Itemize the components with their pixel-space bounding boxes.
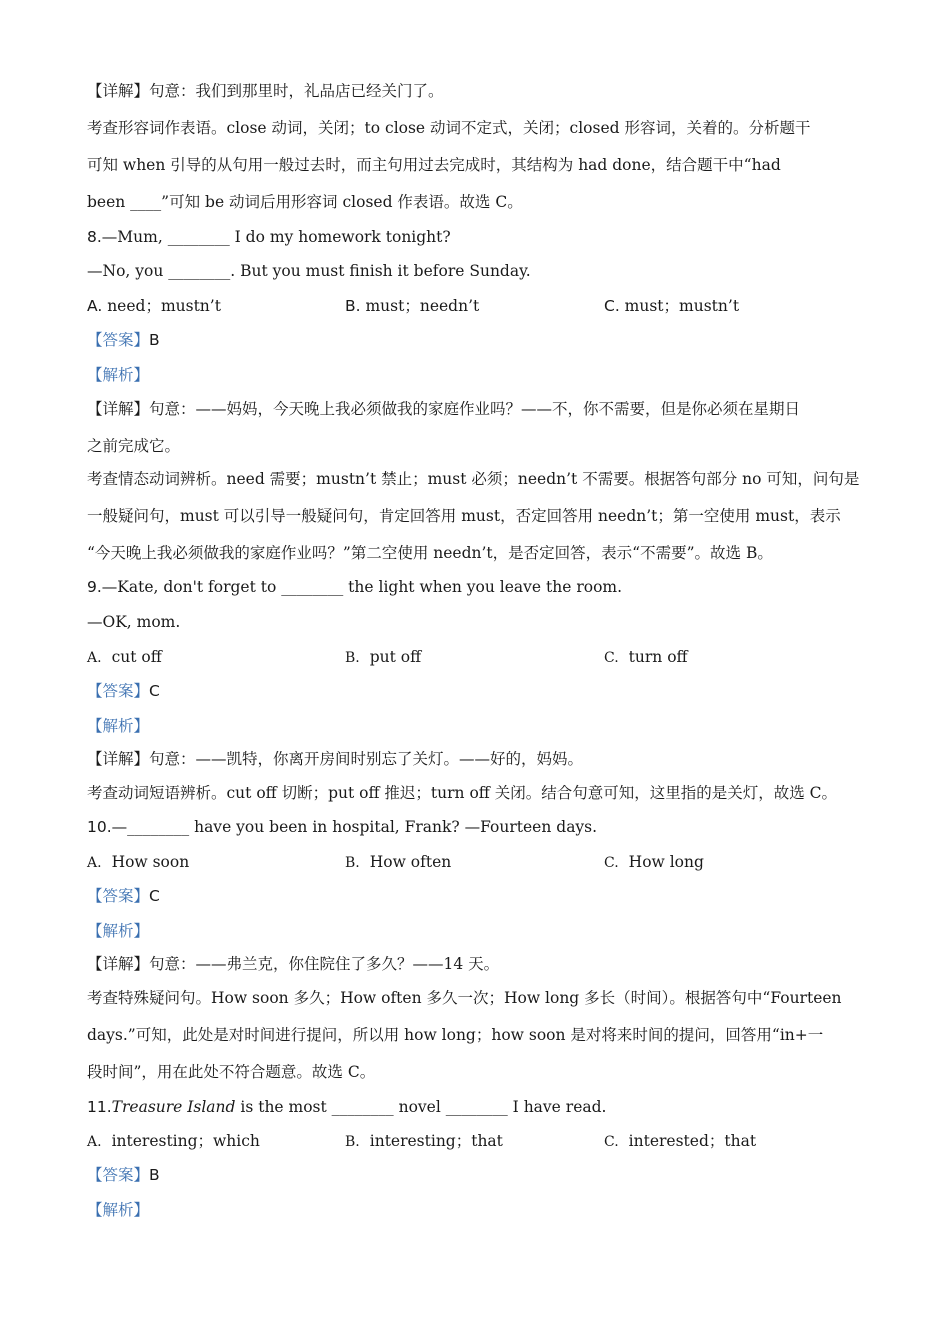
explanation-line: “今天晚上我必须做我的家庭作业吗？”第二空使用 needn’t，是否定回答，表示“不需要”。故选 B。 bbox=[87, 544, 773, 562]
option-a: A. interesting；which bbox=[87, 1132, 260, 1150]
question-number: 8. bbox=[87, 228, 102, 246]
question-text: —Kate, don't forget to ________ the light when you leave the room. bbox=[101, 578, 623, 596]
option-c: C. must；mustn’t bbox=[604, 297, 740, 315]
explanation-line: 段时间”，用在此处不符合题意。故选 C。 bbox=[87, 1063, 376, 1081]
question-11 bbox=[87, 1096, 867, 1118]
explanation-line: 【详解】句意：我们到那里时，礼品店已经关门了。 bbox=[87, 82, 444, 100]
explanation-line: 考查情态动词辨析。need 需要；mustn’t 禁止；must 必须；needn’t 不需要。根据答句部分 no 可知，问句是 bbox=[87, 470, 860, 488]
answer-tag: 【答案】 bbox=[87, 887, 150, 905]
book-title: Treasure Island bbox=[111, 1098, 236, 1116]
analysis-tag: 【解析】 bbox=[87, 922, 150, 940]
answer-tag: 【答案】 bbox=[87, 1166, 150, 1184]
question-9 bbox=[87, 576, 867, 598]
answer-value: C bbox=[149, 887, 160, 905]
answer-value: B bbox=[149, 1166, 160, 1184]
question-number: 11. bbox=[87, 1098, 112, 1116]
question-line: —No, you ________. But you must finish it before Sunday. bbox=[87, 262, 531, 280]
explanation-line: 考查形容词作表语。close 动词，关闭；to close 动词不定式，关闭；closed 形容词，关着的。分析题干 bbox=[87, 119, 811, 137]
answer-value: B bbox=[149, 331, 160, 349]
option-b: B. put off bbox=[345, 648, 422, 666]
question-text: —________ have you been in hospital, Frank? —Fourteen days. bbox=[111, 818, 598, 836]
question-line: —OK, mom. bbox=[87, 613, 181, 631]
explanation-line: 考查特殊疑问句。How soon 多久；How often 多久一次；How long 多长（时间）。根据答句中“Fourteen bbox=[87, 989, 842, 1007]
explanation-line: 【详解】句意：——凯特，你离开房间时别忘了关灯。——好的，妈妈。 bbox=[87, 750, 584, 768]
option-a: A. How soon bbox=[87, 853, 190, 871]
answer-line bbox=[87, 885, 867, 907]
option-b: B. must；needn’t bbox=[345, 297, 480, 315]
explanation-line: 考查动词短语辨析。cut off 切断；put off 推迟；turn off 关闭。结合句意可知，这里指的是关灯，故选 C。 bbox=[87, 784, 838, 802]
analysis-tag: 【解析】 bbox=[87, 717, 150, 735]
option-a: A. need；mustn’t bbox=[87, 297, 221, 315]
answer-line bbox=[87, 1164, 867, 1186]
answer-line bbox=[87, 329, 867, 351]
analysis-tag: 【解析】 bbox=[87, 366, 150, 384]
answer-value: C bbox=[149, 682, 160, 700]
option-c: C. How long bbox=[604, 853, 704, 871]
option-c: C. interested；that bbox=[604, 1132, 757, 1150]
question-number: 9. bbox=[87, 578, 102, 596]
option-a: A. cut off bbox=[87, 648, 162, 666]
explanation-line: 【详解】句意：——弗兰克，你住院住了多久？——14 天。 bbox=[87, 955, 500, 973]
explanation-line: been ____”可知 be 动词后用形容词 closed 作表语。故选 C。 bbox=[87, 193, 523, 211]
answer-tag: 【答案】 bbox=[87, 682, 150, 700]
option-b: B. interesting；that bbox=[345, 1132, 503, 1150]
explanation-line: 可知 when 引导的从句用一般过去时，而主句用过去完成时，其结构为 had done，结合题干中“had bbox=[87, 156, 781, 174]
option-c: C. turn off bbox=[604, 648, 688, 666]
option-b: B. How often bbox=[345, 853, 452, 871]
explanation-line: 之前完成它。 bbox=[87, 437, 181, 455]
question-number: 10. bbox=[87, 818, 112, 836]
question-8 bbox=[87, 226, 867, 248]
analysis-tag: 【解析】 bbox=[87, 1201, 150, 1219]
question-text: —Mum, ________ I do my homework tonight? bbox=[101, 228, 451, 246]
explanation-line: days.”可知，此处是对时间进行提问，所以用 how long；how soon 是对将来时间的提问，回答用“in+一 bbox=[87, 1026, 824, 1044]
answer-tag: 【答案】 bbox=[87, 331, 150, 349]
question-10 bbox=[87, 816, 867, 838]
question-text: is the most ________ novel ________ I have read. bbox=[235, 1098, 607, 1116]
answer-line bbox=[87, 680, 867, 702]
explanation-line: 【详解】句意：——妈妈，今天晚上我必须做我的家庭作业吗？——不，你不需要，但是你必须在星期日 bbox=[87, 400, 801, 418]
explanation-line: 一般疑问句，must 可以引导一般疑问句，肯定回答用 must，否定回答用 needn’t；第一空使用 must，表示 bbox=[87, 507, 841, 525]
